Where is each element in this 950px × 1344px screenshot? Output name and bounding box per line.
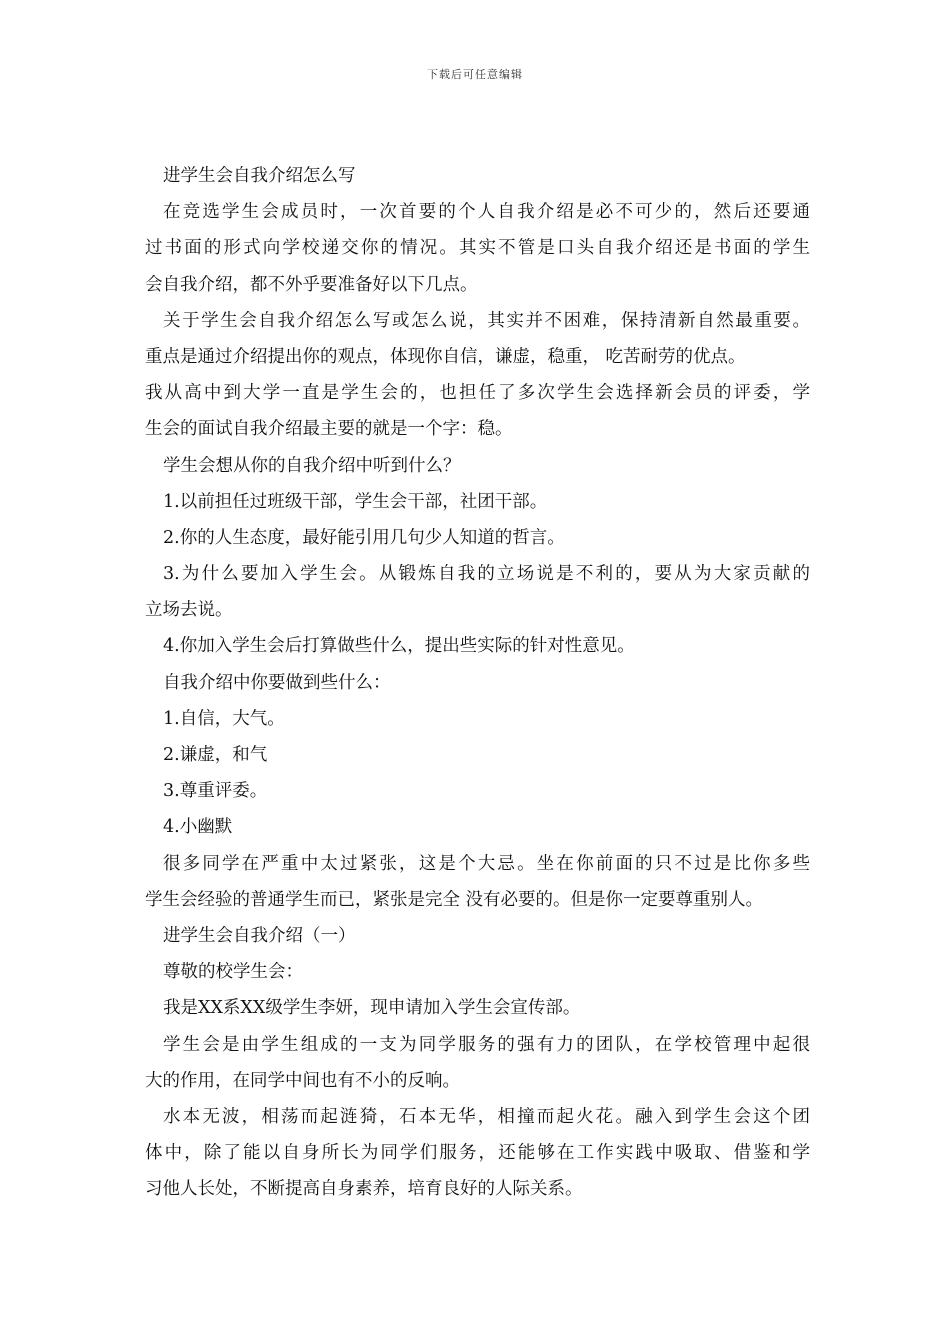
text-line: 重点是通过介绍提出你的观点，体现你自信，谦虚，稳重， 吃苦耐劳的优点。	[145, 346, 746, 367]
text-line: 会自我介绍，都不外乎要准备好以下几点。	[145, 274, 478, 295]
text-line: 生会的面试自我介绍最主要的就是一个字：稳。	[145, 419, 513, 440]
text-line: 进学生会自我介绍（一）	[163, 925, 356, 946]
text-line: 4.你加入学生会后打算做些什么，提出些实际的针对性意见。	[163, 636, 635, 657]
text-line: 2.你的人生态度，最好能引用几句少人知道的哲言。	[163, 527, 565, 548]
text-line: 3.尊重评委。	[163, 781, 268, 802]
text-line: 学生会想从你的自我介绍中听到什么？	[163, 455, 461, 476]
text-line: 学生会是由学生组成的一支为同学服务的强有力的团队，在学校管理中起很	[163, 1034, 810, 1055]
page-header: 下载后可任意编辑	[427, 68, 523, 81]
text-line: 很多同学在严重中太过紧张，这是个大忌。坐在你前面的只不过是比你多些	[163, 853, 810, 874]
text-line: 尊敬的校学生会：	[163, 962, 303, 983]
text-line: 过书面的形式向学校递交你的情况。其实不管是口头自我介绍还是书面的学生	[145, 238, 810, 259]
text-line: 进学生会自我介绍怎么写	[163, 166, 356, 186]
text-line: 自我介绍中你要做到些什么：	[163, 672, 391, 693]
text-line: 学生会经验的普通学生而已，紧张是完全 没有必要的。但是你一定要尊重别人。	[145, 889, 764, 910]
text-line: 我是XX系XX级学生李妍，现申请加入学生会宣传部。	[163, 998, 581, 1019]
text-line: 1.以前担任过班级干部，学生会干部，社团干部。	[163, 491, 548, 512]
text-line: 大的作用，在同学中间也有不小的反响。	[145, 1070, 460, 1091]
text-line: 3.为什么要加入学生会。从锻炼自我的立场说是不利的，要从为大家贡献的	[163, 564, 810, 585]
text-line: 体中，除了能以自身所长为同学们服务，还能够在工作实践中吸取、借鉴和学	[145, 1143, 810, 1164]
text-line: 我从高中到大学一直是学生会的，也担任了多次学生会选择新会员的评委，学	[145, 383, 810, 404]
text-line: 4.小幽默	[163, 817, 233, 838]
document-body	[145, 158, 810, 1207]
text-line: 水本无波，相荡而起涟猗，石本无华，相撞而起火花。融入到学生会这个团	[163, 1106, 810, 1127]
text-line: 在竞选学生会成员时，一次首要的个人自我介绍是必不可少的，然后还要通	[163, 202, 810, 223]
text-line: 立场去说。	[145, 600, 233, 621]
text-line: 关于学生会自我介绍怎么写或怎么说，其实并不困难，保持清新自然最重要。	[163, 310, 810, 331]
text-line: 习他人长处，不断提高自身素养，培育良好的人际关系。	[145, 1179, 583, 1200]
text-line: 2.谦虚，和气	[163, 745, 268, 765]
text-line: 1.自信，大气。	[163, 708, 285, 729]
